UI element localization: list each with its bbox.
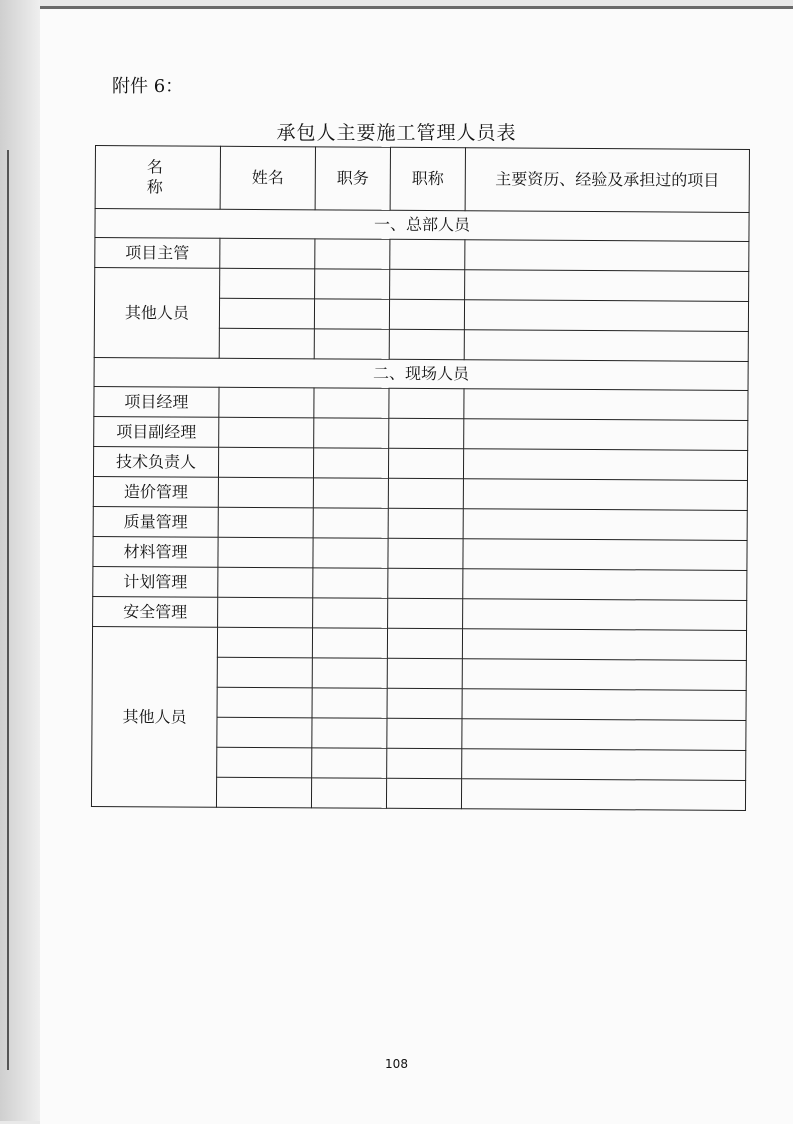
name-cell[interactable] xyxy=(218,537,313,568)
name-cell[interactable] xyxy=(217,657,312,688)
role-label: 技术负责人 xyxy=(93,446,218,477)
rank-cell[interactable] xyxy=(390,239,465,269)
name-cell[interactable] xyxy=(218,477,313,508)
rank-cell[interactable] xyxy=(387,658,462,688)
experience-cell[interactable] xyxy=(463,599,747,631)
name-cell[interactable] xyxy=(220,268,315,299)
name-cell[interactable] xyxy=(218,507,313,538)
table-row xyxy=(93,446,747,480)
experience-cell[interactable] xyxy=(463,449,747,481)
name-cell[interactable] xyxy=(219,387,314,418)
duty-cell[interactable] xyxy=(313,598,388,628)
table-row xyxy=(93,536,747,570)
experience-cell[interactable] xyxy=(464,300,748,332)
table-row xyxy=(93,596,747,630)
duty-cell[interactable] xyxy=(312,718,387,748)
book-spine-shadow xyxy=(0,0,40,1121)
table-row xyxy=(95,238,749,272)
duty-cell[interactable] xyxy=(315,239,390,269)
duty-cell[interactable] xyxy=(312,748,387,778)
duty-cell[interactable] xyxy=(313,568,388,598)
experience-cell[interactable] xyxy=(463,569,747,601)
table-row xyxy=(94,386,748,420)
duty-cell[interactable] xyxy=(312,628,387,658)
duty-cell[interactable] xyxy=(311,778,386,808)
rank-cell[interactable] xyxy=(389,329,464,359)
rank-cell[interactable] xyxy=(390,269,465,299)
experience-cell[interactable] xyxy=(464,389,748,421)
header-duty: 职务 xyxy=(315,147,390,210)
rank-cell[interactable] xyxy=(387,628,462,658)
name-cell[interactable] xyxy=(217,627,312,658)
duty-cell[interactable] xyxy=(313,478,388,508)
rank-cell[interactable] xyxy=(389,299,464,329)
duty-cell[interactable] xyxy=(314,329,389,359)
rank-cell[interactable] xyxy=(388,508,463,538)
experience-cell[interactable] xyxy=(464,419,748,451)
rank-cell[interactable] xyxy=(387,688,462,718)
section-title-hq: 一、总部人员 xyxy=(95,209,749,242)
rank-cell[interactable] xyxy=(389,418,464,448)
role-label: 其他人员 xyxy=(91,626,217,807)
experience-cell[interactable] xyxy=(464,330,748,362)
duty-cell[interactable] xyxy=(313,538,388,568)
experience-cell[interactable] xyxy=(462,749,746,781)
duty-cell[interactable] xyxy=(313,508,388,538)
duty-cell[interactable] xyxy=(314,418,389,448)
duty-cell[interactable] xyxy=(315,269,390,299)
table-row xyxy=(95,268,749,302)
rank-cell[interactable] xyxy=(388,568,463,598)
name-cell[interactable] xyxy=(218,567,313,598)
binding-edge xyxy=(7,150,9,1070)
role-label: 项目副经理 xyxy=(94,416,219,447)
table-row xyxy=(93,476,747,510)
role-label: 材料管理 xyxy=(93,536,218,567)
role-label: 项目主管 xyxy=(95,238,220,269)
rank-cell[interactable] xyxy=(389,388,464,418)
rank-cell[interactable] xyxy=(388,538,463,568)
experience-cell[interactable] xyxy=(463,479,747,511)
section-row-site xyxy=(94,357,748,390)
section-row-hq xyxy=(95,209,749,242)
name-cell[interactable] xyxy=(220,238,315,269)
name-cell[interactable] xyxy=(218,597,313,628)
duty-cell[interactable] xyxy=(314,388,389,418)
name-cell[interactable] xyxy=(219,417,314,448)
section-title-site: 二、现场人员 xyxy=(94,357,748,390)
experience-cell[interactable] xyxy=(462,659,746,691)
table-header-row xyxy=(95,146,749,213)
duty-cell[interactable] xyxy=(313,448,388,478)
experience-cell[interactable] xyxy=(461,779,745,811)
table-row xyxy=(94,416,748,450)
experience-cell[interactable] xyxy=(465,270,749,302)
role-label: 安全管理 xyxy=(93,596,218,627)
rank-cell[interactable] xyxy=(388,478,463,508)
experience-cell[interactable] xyxy=(463,539,747,571)
name-cell[interactable] xyxy=(216,777,311,808)
name-cell[interactable] xyxy=(217,687,312,718)
role-label: 项目经理 xyxy=(94,386,219,417)
attachment-label: 附件 6： xyxy=(112,76,184,97)
header-name-role: 名 称 xyxy=(95,146,220,210)
rank-cell[interactable] xyxy=(388,598,463,628)
table-row xyxy=(93,566,747,600)
duty-cell[interactable] xyxy=(312,658,387,688)
rank-cell[interactable] xyxy=(387,718,462,748)
document-title: 承包人主要施工管理人员表 xyxy=(276,122,517,144)
experience-cell[interactable] xyxy=(462,719,746,751)
header-rank: 职称 xyxy=(390,147,465,210)
header-experience: 主要资历、经验及承担过的项目 xyxy=(465,148,749,213)
staff-table xyxy=(91,145,750,811)
name-cell[interactable] xyxy=(219,298,314,329)
role-label: 其他人员 xyxy=(94,268,220,359)
experience-cell[interactable] xyxy=(462,689,746,721)
experience-cell[interactable] xyxy=(462,629,746,661)
name-cell[interactable] xyxy=(217,717,312,748)
experience-cell[interactable] xyxy=(463,509,747,541)
role-label: 质量管理 xyxy=(93,506,218,537)
name-cell[interactable] xyxy=(218,447,313,478)
duty-cell[interactable] xyxy=(312,688,387,718)
table-row xyxy=(93,506,747,540)
name-cell[interactable] xyxy=(219,328,314,359)
page-number: 108 xyxy=(385,1057,408,1071)
role-label: 计划管理 xyxy=(93,566,218,597)
rank-cell[interactable] xyxy=(386,778,461,808)
duty-cell[interactable] xyxy=(314,299,389,329)
rank-cell[interactable] xyxy=(388,448,463,478)
header-person: 姓名 xyxy=(220,146,315,210)
rank-cell[interactable] xyxy=(387,748,462,778)
table-row xyxy=(92,626,746,660)
role-label: 造价管理 xyxy=(93,476,218,507)
name-cell[interactable] xyxy=(217,747,312,778)
experience-cell[interactable] xyxy=(465,240,749,272)
